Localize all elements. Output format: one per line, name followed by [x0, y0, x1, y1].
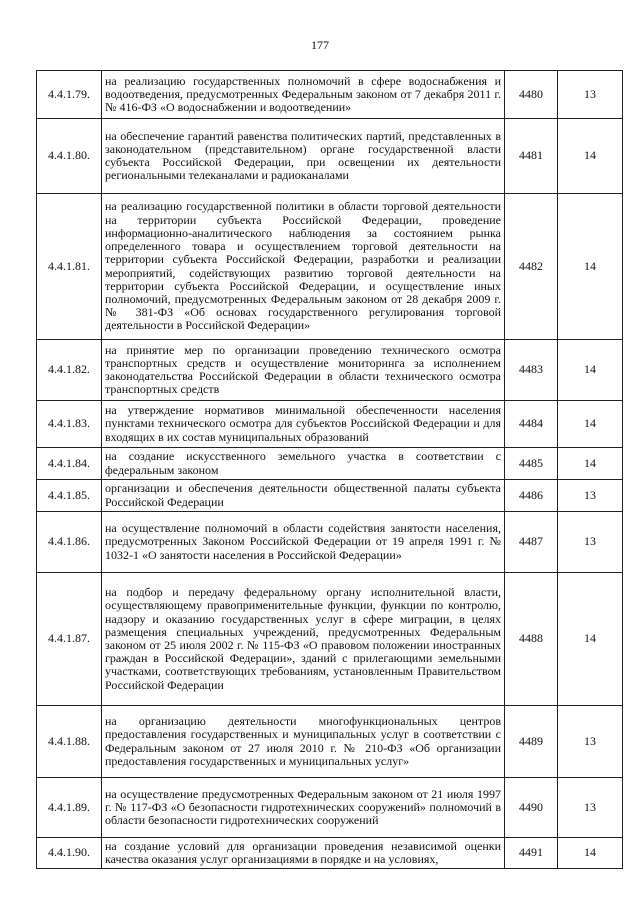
- row-number: 4484: [505, 401, 558, 448]
- row-number: 4486: [505, 480, 558, 512]
- row-code: 4.4.1.84.: [37, 448, 102, 480]
- table-row: [37, 512, 623, 573]
- row-code: 4.4.1.88.: [37, 706, 102, 778]
- row-number: 4482: [505, 194, 558, 340]
- table-row: [37, 838, 623, 869]
- row-code: 4.4.1.83.: [37, 401, 102, 448]
- row-text: на реализацию государственной политики в области торговой деятельности на территории субъекта Российской Федерации, проведение информационно-аналитического наблюдения за состоянием рынка определенного товара и осуществлением торговой деятельности на территории субъекта Российской Федерации, разработки и реализации мероприятий, содействующих развитию торговой деятельности на территории субъекта Российской Федерации, и осуществление иных полномочий, предусмотренных Федеральным законом от 28 декабря 2009 г. № 381-ФЗ «Об основах государственного регулирования торговой деятельности в Российской Федерации»: [102, 194, 505, 340]
- row-number: 4485: [505, 448, 558, 480]
- row-value: 14: [558, 340, 623, 401]
- row-text: на утверждение нормативов минимальной обеспеченности населения пунктами технического осмотра для субъектов Российской Федерации и для входящих в их состав муниципальных образований: [102, 401, 505, 448]
- row-value: 13: [558, 706, 623, 778]
- table-row: [37, 71, 623, 119]
- row-number: 4489: [505, 706, 558, 778]
- row-text: на организацию деятельности многофункциональных центров предоставления государственных и муниципальных услуг в соответствии с Федеральным законом от 27 июля 2010 г. № 210-ФЗ «Об организации предоставления государственных и муниципальных услуг»: [102, 706, 505, 778]
- row-value: 13: [558, 71, 623, 119]
- row-value: 14: [558, 401, 623, 448]
- table-row: [37, 194, 623, 340]
- table-row: [37, 573, 623, 706]
- row-text: на осуществление предусмотренных Федеральным законом от 21 июля 1997 г. № 117-ФЗ «О безопасности гидротехнических сооружений» полномочий в области безопасности гидротехнических сооружений: [102, 778, 505, 838]
- row-value: 14: [558, 448, 623, 480]
- row-code: 4.4.1.80.: [37, 119, 102, 194]
- row-value: 14: [558, 119, 623, 194]
- row-code: 4.4.1.85.: [37, 480, 102, 512]
- row-code: 4.4.1.86.: [37, 512, 102, 573]
- row-number: 4491: [505, 838, 558, 869]
- row-text: на реализацию государственных полномочий в сфере водоснабжения и водоотведения, предусмотренных Федеральным законом от 7 декабря 2011 г. № 416-ФЗ «О водоснабжении и водоотведении»: [102, 71, 505, 119]
- row-value: 13: [558, 512, 623, 573]
- row-number: 4488: [505, 573, 558, 706]
- table-row: [37, 480, 623, 512]
- row-number: 4487: [505, 512, 558, 573]
- table-row: [37, 706, 623, 778]
- row-text: на создание искусственного земельного участка в соответствии с федеральным законом: [102, 448, 505, 480]
- row-text: на подбор и передачу федеральному органу исполнительной власти, осуществляющему правоприменительные функции, функции по контролю, надзору и оказанию государственных услуг в сфере миграции, в целях размещения специальных учреждений, предусмотренных Федеральным законом от 25 июля 2002 г. № 115-ФЗ «О правовом положении иностранных граждан в Российской Федерации», зданий с прилегающими земельными участками, соответствующих требованиям, установленным Правительством Российской Федерации: [102, 573, 505, 706]
- row-value: 14: [558, 838, 623, 869]
- row-value: 13: [558, 778, 623, 838]
- table-row: [37, 401, 623, 448]
- row-value: 14: [558, 194, 623, 340]
- row-number: 4483: [505, 340, 558, 401]
- row-text: на принятие мер по организации проведению технического осмотра транспортных средств и осуществление мониторинга за исполнением законодательства Российской Федерации в области технического осмотра транспортных средств: [102, 340, 505, 401]
- page-number: 177: [311, 38, 329, 52]
- row-text: на обеспечение гарантий равенства политических партий, представленных в законодательном (представительном) органе государственной власти субъекта Российской Федерации, при освещении их деятельности региональными телеканалами и радиоканалами: [102, 119, 505, 194]
- table-row: [37, 778, 623, 838]
- row-text: на создание условий для организации проведения независимой оценки качества оказания услуг организациями в порядке и на условиях,: [102, 838, 505, 869]
- row-code: 4.4.1.87.: [37, 573, 102, 706]
- row-text: на осуществление полномочий в области содействия занятости населения, предусмотренных Законом Российской Федерации от 19 апреля 1991 г. № 1032-1 «О занятости населения в Российской Федерации»: [102, 512, 505, 573]
- row-code: 4.4.1.79.: [37, 71, 102, 119]
- row-code: 4.4.1.81.: [37, 194, 102, 340]
- table-row: [37, 119, 623, 194]
- row-number: 4481: [505, 119, 558, 194]
- table-row: [37, 448, 623, 480]
- row-value: 14: [558, 573, 623, 706]
- row-number: 4480: [505, 71, 558, 119]
- row-code: 4.4.1.82.: [37, 340, 102, 401]
- row-value: 13: [558, 480, 623, 512]
- row-text: организации и обеспечения деятельности общественной палаты субъекта Российской Федерации: [102, 480, 505, 512]
- table-row: [37, 340, 623, 401]
- row-code: 4.4.1.90.: [37, 838, 102, 869]
- row-code: 4.4.1.89.: [37, 778, 102, 838]
- row-number: 4490: [505, 778, 558, 838]
- document-table: [36, 70, 623, 869]
